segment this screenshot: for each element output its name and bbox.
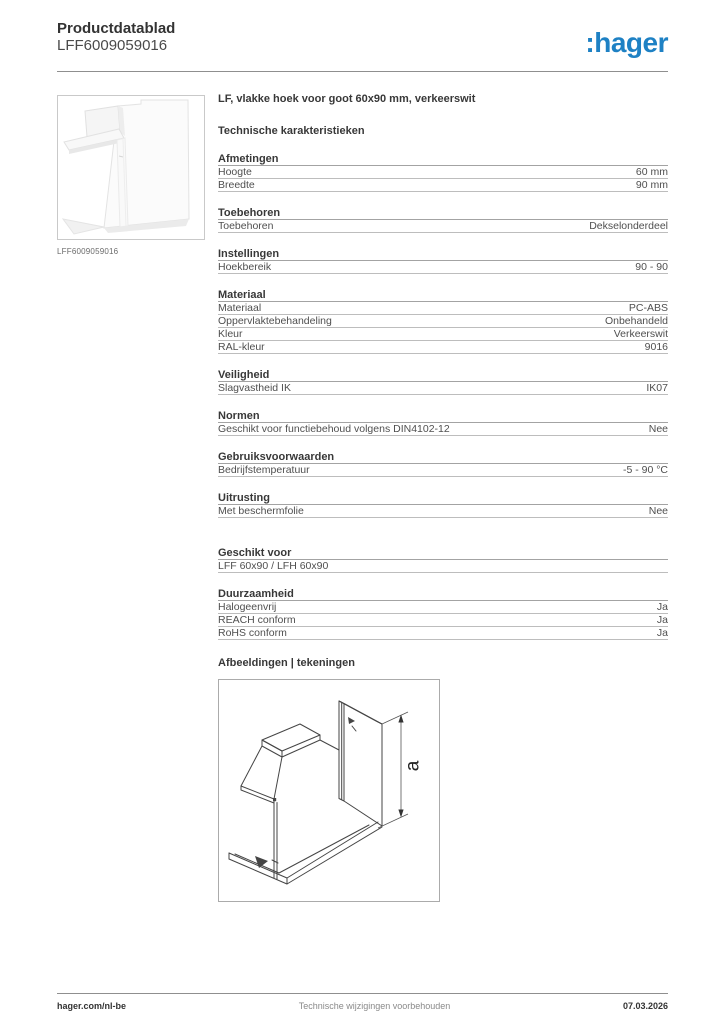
spec-row — [218, 166, 668, 179]
spec-row — [218, 464, 668, 477]
spec-section-title: Toebehoren — [218, 207, 668, 220]
spec-section-title: Materiaal — [218, 289, 668, 302]
spec-row — [218, 423, 668, 436]
spec-row — [218, 302, 668, 315]
spec-value: 90 mm — [635, 179, 668, 191]
spec-value: Verkeerswit — [613, 328, 668, 340]
spec-row — [218, 261, 668, 274]
technical-drawing-image — [219, 680, 439, 901]
spec-section-title: Geschikt voor — [218, 547, 668, 560]
spec-section — [218, 153, 668, 192]
spec-row — [218, 179, 668, 192]
spec-section-title: Gebruiksvoorwaarden — [218, 451, 668, 464]
spec-value: 9016 — [644, 341, 668, 353]
doc-type-title: Productdatablad — [57, 20, 176, 37]
product-photo-image — [58, 96, 204, 239]
spec-label: Met beschermfolie — [218, 505, 304, 517]
spec-section — [218, 289, 668, 354]
spec-label: Bedrijfstemperatuur — [218, 464, 310, 476]
spec-value: Ja — [656, 627, 668, 639]
product-photo-caption: LFF6009059016 — [57, 247, 119, 256]
spec-label: Materiaal — [218, 302, 262, 314]
spec-section — [218, 451, 668, 477]
spec-value: Onbehandeld — [604, 315, 668, 327]
technical-drawing — [218, 679, 440, 902]
spec-value: Dekselonderdeel — [589, 220, 668, 232]
spec-section — [218, 207, 668, 233]
drawings-heading: Afbeeldingen | tekeningen — [218, 657, 355, 669]
spec-section — [218, 410, 668, 436]
spec-row — [218, 505, 668, 518]
spec-label: Halogeenvrij — [218, 601, 277, 613]
spec-row — [218, 601, 668, 614]
spec-value: IK07 — [646, 382, 668, 394]
spec-value: -5 - 90 °C — [622, 464, 668, 476]
header-divider — [57, 71, 668, 72]
spec-label: REACH conform — [218, 614, 296, 626]
spec-row — [218, 220, 668, 233]
doc-titles — [57, 20, 175, 54]
product-photo — [57, 95, 205, 240]
dimension-label: a — [402, 760, 424, 772]
spec-label: Kleur — [218, 328, 243, 340]
spec-section — [218, 248, 668, 274]
product-details — [218, 93, 668, 902]
tech-characteristics-heading: Technische karakteristieken — [218, 125, 365, 137]
spec-section — [218, 369, 668, 395]
spec-label: RoHS conform — [218, 627, 287, 639]
spec-section-title: Veiligheid — [218, 369, 668, 382]
spec-row — [218, 560, 668, 573]
doc-product-reference: LFF6009059016 — [57, 37, 168, 54]
spec-row — [218, 614, 668, 627]
spec-row — [218, 328, 668, 341]
spec-label: Oppervlaktebehandeling — [218, 315, 332, 327]
spec-value: Nee — [648, 423, 668, 435]
product-title: LF, vlakke hoek voor goot 60x90 mm, verkeerswit — [218, 93, 476, 105]
doc-footer — [57, 993, 668, 1011]
product-image-column — [57, 95, 205, 256]
spec-label: Slagvastheid IK — [218, 382, 291, 394]
spec-section-title: Uitrusting — [218, 492, 668, 505]
spec-label: Breedte — [218, 179, 255, 191]
spec-section-title: Instellingen — [218, 248, 668, 261]
spec-label: Geschikt voor functiebehoud volgens DIN4102-12 — [218, 423, 450, 435]
spec-row — [218, 315, 668, 328]
footer-notice: Technische wijzigingen voorbehouden — [298, 1001, 451, 1011]
spec-row — [218, 382, 668, 395]
spec-value: Ja — [656, 601, 668, 613]
spec-label: Toebehoren — [218, 220, 274, 232]
spec-value: Ja — [656, 614, 668, 626]
spec-section-title: Duurzaamheid — [218, 588, 668, 601]
spec-value: Nee — [648, 505, 668, 517]
spec-label: Hoogte — [218, 166, 252, 178]
footer-date: 07.03.2026 — [622, 1001, 668, 1011]
spec-section — [218, 492, 668, 518]
spec-row — [218, 341, 668, 354]
doc-header — [57, 20, 668, 58]
spec-label: Hoekbereik — [218, 261, 272, 273]
spec-section-title: Normen — [218, 410, 668, 423]
spec-label: LFF 60x90 / LFH 60x90 — [218, 560, 329, 572]
spec-label: RAL-kleur — [218, 341, 265, 353]
hager-logo: :hager — [585, 27, 668, 58]
footer-website-link[interactable]: hager.com/nl-be — [57, 1001, 127, 1011]
spec-row — [218, 627, 668, 640]
spec-value: 60 mm — [635, 166, 668, 178]
spec-value: PC-ABS — [628, 302, 668, 314]
spec-section — [218, 547, 668, 573]
spec-section-title: Afmetingen — [218, 153, 668, 166]
spec-section — [218, 588, 668, 640]
spec-value: 90 - 90 — [635, 261, 668, 273]
spec-sections — [218, 153, 668, 640]
